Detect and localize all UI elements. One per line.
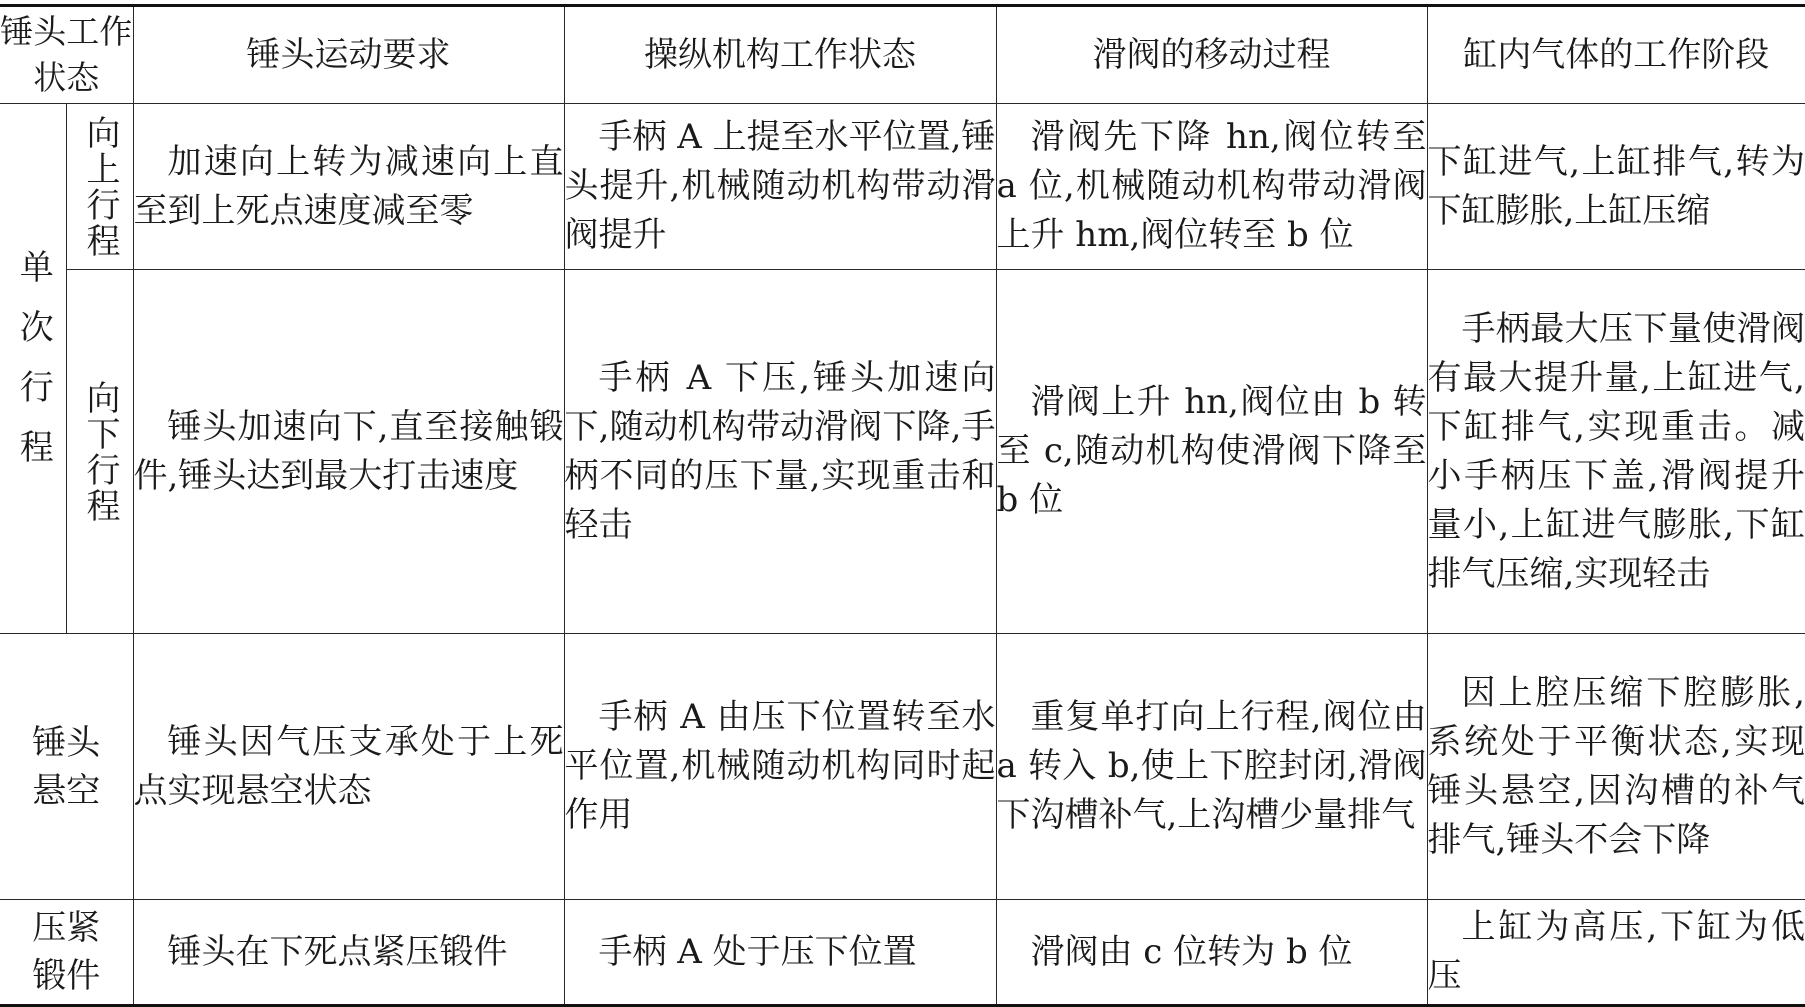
header-row (0, 6, 1805, 104)
subgroup-up-label: 向上行程 (80, 114, 120, 259)
header-gas: 缸内气体的工作阶段 (1427, 6, 1805, 104)
up-valve: 滑阀先下降 hn,阀位转至 a 位,机械随动机构带动滑阀上升 hm,阀位转至 b 位 (996, 104, 1427, 270)
press-mechanism: 手柄 A 处于压下位置 (564, 900, 996, 1006)
group-hang-line2: 悬空 (32, 770, 101, 811)
press-valve: 滑阀由 c 位转为 b 位 (996, 900, 1427, 1006)
press-motion: 锤头在下死点紧压锻件 (133, 900, 564, 1006)
group-press-line1: 压紧 (32, 908, 101, 948)
header-mechanism: 操纵机构工作状态 (564, 6, 996, 104)
row-up-stroke (0, 104, 1805, 270)
press-gas: 上缸为高压,下缸为低压 (1427, 900, 1805, 1006)
hang-motion: 锤头因气压支承处于上死点实现悬空状态 (133, 634, 564, 900)
up-mechanism: 手柄 A 上提至水平位置,锤头提升,机械随动机构带动滑阀提升 (564, 104, 996, 270)
up-gas: 下缸进气,上缸排气,转为下缸膨胀,上缸压缩 (1427, 104, 1805, 270)
down-gas: 手柄最大压下量使滑阀有最大提升量,上缸进气,下缸排气,实现重击。减小手柄压下盖,滑阀提升量小,上缸进气膨胀,下缸排气压缩,实现轻击 (1427, 270, 1805, 634)
group-single-label: 单次行程 (13, 248, 54, 489)
subgroup-up (66, 104, 133, 270)
subgroup-down-label: 向下行程 (80, 379, 120, 524)
header-state: 锤头工作状态 (0, 6, 133, 104)
row-down-stroke (0, 270, 1805, 634)
row-press (0, 900, 1805, 1006)
group-hang-line1: 锤头 (32, 722, 101, 763)
row-hang (0, 634, 1805, 900)
group-press-line2: 锻件 (32, 956, 101, 996)
down-mechanism: 手柄 A 下压,锤头加速向下,随动机构带动滑阀下降,手柄不同的压下量,实现重击和轻击 (564, 270, 996, 634)
down-valve: 滑阀上升 hn,阀位由 b 转至 c,随动机构使滑阀下降至 b 位 (996, 270, 1427, 634)
group-single-stroke (0, 104, 66, 634)
up-motion: 加速向上转为减速向上直至到上死点速度减至零 (133, 104, 564, 270)
group-press (0, 900, 133, 1006)
subgroup-down (66, 270, 133, 634)
hammer-control-table (0, 4, 1805, 1007)
header-valve: 滑阀的移动过程 (996, 6, 1427, 104)
hang-mechanism: 手柄 A 由压下位置转至水平位置,机械随动机构同时起作用 (564, 634, 996, 900)
header-motion: 锤头运动要求 (133, 6, 564, 104)
hang-gas: 因上腔压缩下腔膨胀,系统处于平衡状态,实现锤头悬空,因沟槽的补气排气,锤头不会下降 (1427, 634, 1805, 900)
down-motion: 锤头加速向下,直至接触锻件,锤头达到最大打击速度 (133, 270, 564, 634)
group-hang (0, 634, 133, 900)
hang-valve: 重复单打向上行程,阀位由 a 转入 b,使上下腔封闭,滑阀下沟槽补气,上沟槽少量排气 (996, 634, 1427, 900)
